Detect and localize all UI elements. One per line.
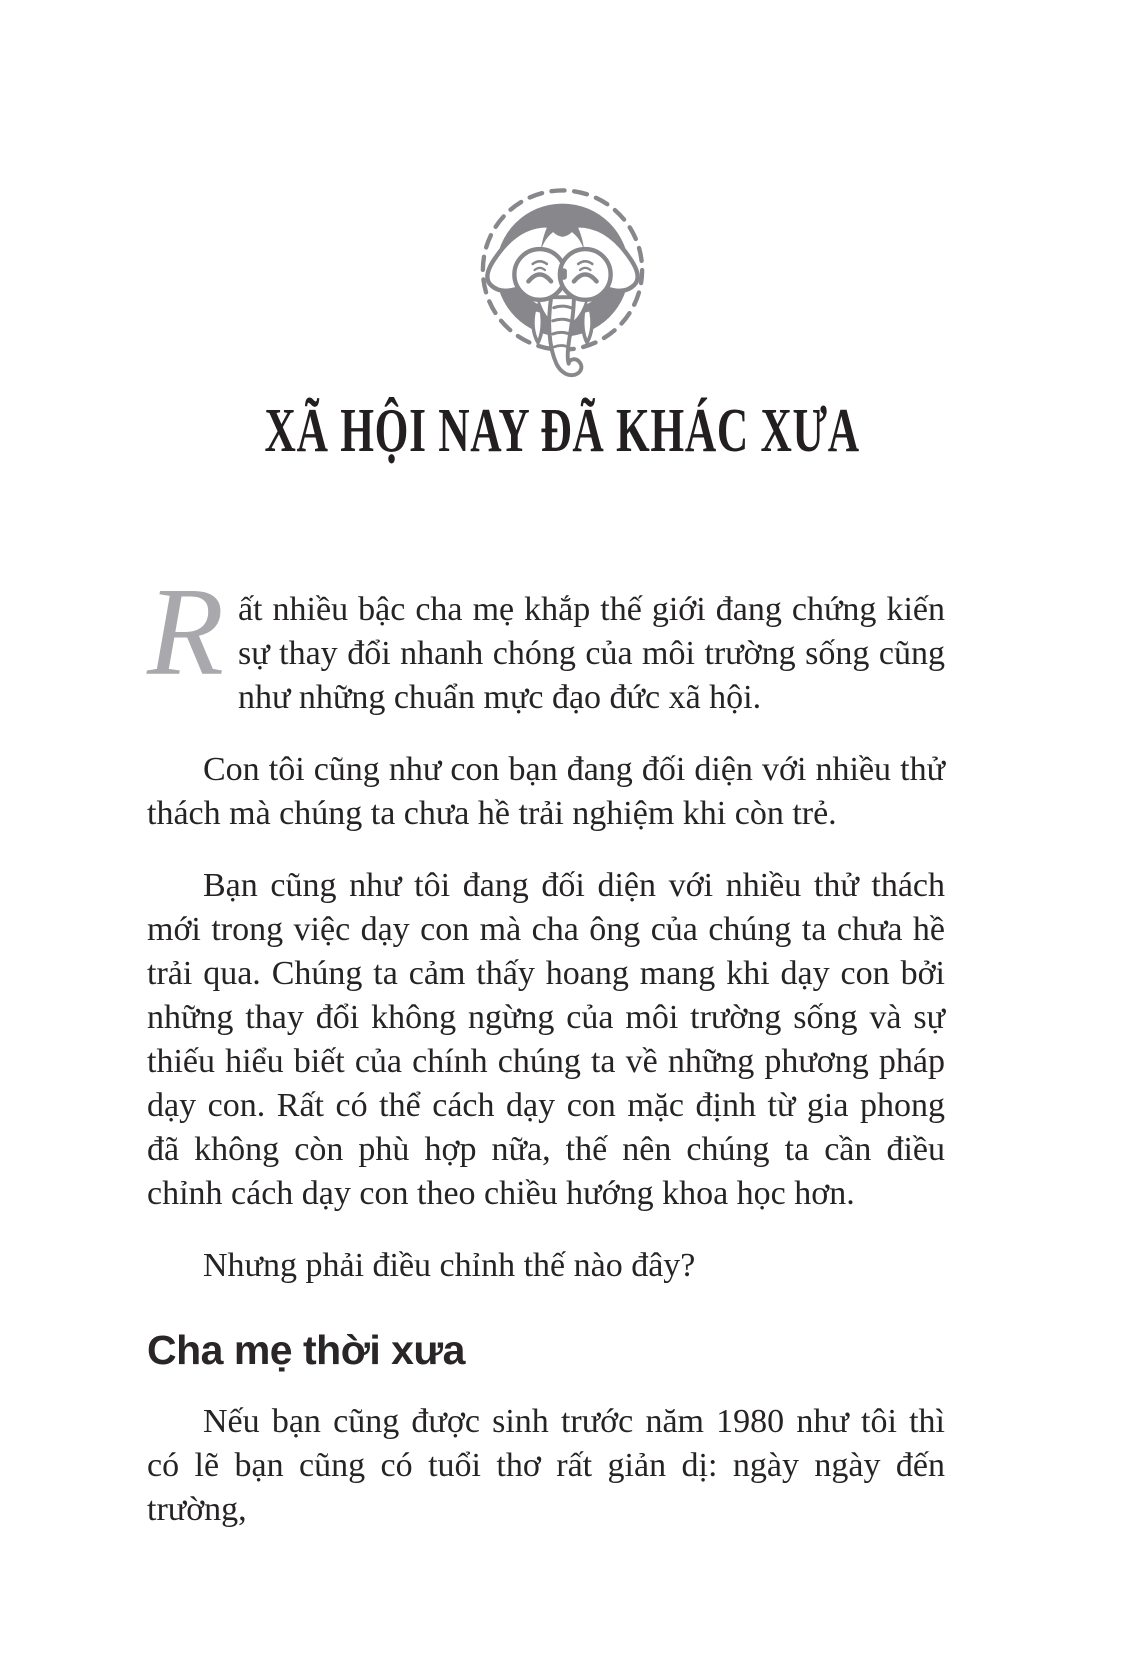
paragraph-dropcap bbox=[147, 563, 945, 720]
paragraph: Nhưng phải điều chỉnh thế nào đây? bbox=[203, 1247, 696, 1284]
drop-cap-letter: R bbox=[147, 563, 224, 702]
elephant-logo bbox=[475, 185, 650, 391]
paragraph: Nếu bạn cũng được sinh trước năm 1980 như tôi thì có lẽ bạn cũng có tuổi thơ rất giản dị: ngày ngày đến trường, bbox=[147, 1403, 945, 1528]
chapter-title bbox=[0, 397, 1125, 470]
page-content bbox=[147, 563, 945, 1532]
paragraph-text: ất nhiều bậc cha mẹ khắp thế giới đang chứng kiến sự thay đổi nhanh chóng của môi trường sống cũng như những chuẩn mực đạo đức xã hội. bbox=[237, 591, 945, 716]
elephant-with-glasses-icon bbox=[475, 185, 650, 391]
paragraph: Con tôi cũng như con bạn đang đối diện với nhiều thử thách mà chúng ta chưa hề trải nghiệm khi còn trẻ. bbox=[147, 751, 945, 832]
paragraph: Bạn cũng như tôi đang đối diện với nhiều thử thách mới trong việc dạy con mà cha ông của chúng ta chưa hề trải qua. Chúng ta cảm thấy hoang mang khi dạy con bởi những thay đổi không ngừng của môi trường sống và sự thiếu hiểu biết của chính chúng ta về những phương pháp dạy con. Rất có thể cách dạy con mặc định từ gia phong đã không còn phù hợp nữa, thế nên chúng ta cần điều chỉnh cách dạy con theo chiều hướng khoa học hơn. bbox=[147, 867, 945, 1212]
chapter-title-text: XÃ HỘI NAY ĐÃ KHÁC XƯA bbox=[264, 397, 861, 465]
section-heading: Cha mẹ thời xưa bbox=[147, 1327, 465, 1373]
